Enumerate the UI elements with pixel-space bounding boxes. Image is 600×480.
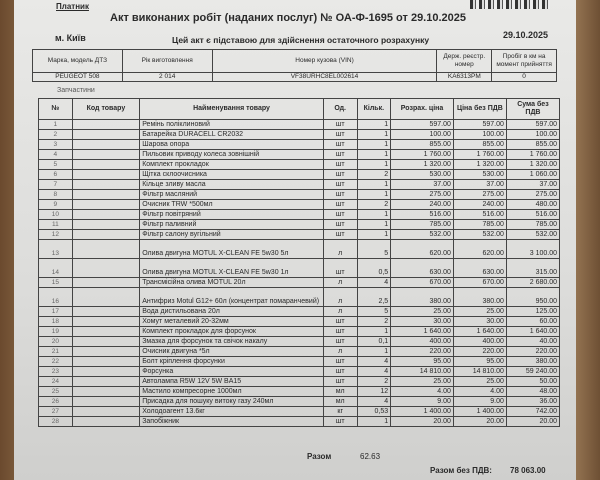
item-unit: шт bbox=[323, 170, 357, 180]
table-row bbox=[39, 190, 560, 200]
item-price: 516.00 bbox=[391, 210, 454, 220]
item-name: Присадка для пошуку витоку газу 240мл bbox=[140, 397, 324, 407]
item-sum: 532.00 bbox=[506, 230, 559, 240]
item-sum: 125.00 bbox=[506, 307, 559, 317]
item-name: Фільтр паливний bbox=[140, 220, 324, 230]
table-row bbox=[39, 240, 560, 259]
item-price-novat: 620.00 bbox=[453, 240, 506, 259]
item-unit: шт bbox=[323, 160, 357, 170]
item-price: 400.00 bbox=[391, 337, 454, 347]
total-novat-value: 78 063.00 bbox=[510, 466, 546, 475]
qr-code-icon bbox=[470, 0, 550, 9]
item-price: 20.00 bbox=[391, 417, 454, 427]
item-qty: 1 bbox=[357, 230, 391, 240]
item-unit: шт bbox=[323, 200, 357, 210]
item-unit: кг bbox=[323, 407, 357, 417]
item-code bbox=[72, 170, 140, 180]
row-number: 20 bbox=[39, 337, 73, 347]
item-price-novat: 1 400.00 bbox=[453, 407, 506, 417]
item-name: Олива двигуна MOTUL X-CLEAN FE 5w30 5л bbox=[140, 240, 324, 259]
item-price-novat: 380.00 bbox=[453, 288, 506, 307]
item-name: Антифриз Motul G12+ 60л (концентрат помаранчевий) bbox=[140, 288, 324, 307]
item-price: 220.00 bbox=[391, 347, 454, 357]
item-name: Фільтр салону вугільний bbox=[140, 230, 324, 240]
item-sum: 36.00 bbox=[506, 397, 559, 407]
row-number: 3 bbox=[39, 140, 73, 150]
item-code bbox=[72, 150, 140, 160]
item-qty: 12 bbox=[357, 387, 391, 397]
table-row bbox=[39, 170, 560, 180]
col-header-name: Найменування товару bbox=[140, 99, 324, 120]
item-qty: 1 bbox=[357, 130, 391, 140]
item-sum: 3 100.00 bbox=[506, 240, 559, 259]
item-unit: шт bbox=[323, 150, 357, 160]
item-qty: 2,5 bbox=[357, 288, 391, 307]
item-qty: 1 bbox=[357, 180, 391, 190]
item-sum: 48.00 bbox=[506, 387, 559, 397]
document-date: 29.10.2025 bbox=[503, 30, 549, 40]
item-sum: 480.00 bbox=[506, 200, 559, 210]
table-row bbox=[39, 357, 560, 367]
table-row bbox=[39, 407, 560, 417]
item-name: Трансмісійна олива MOTUL 20л bbox=[140, 278, 324, 288]
item-code bbox=[72, 210, 140, 220]
item-qty: 5 bbox=[357, 307, 391, 317]
item-price-novat: 855.00 bbox=[453, 140, 506, 150]
item-unit: л bbox=[323, 288, 357, 307]
item-code bbox=[72, 417, 140, 427]
vehicle-header: Пробіг в км на момент прийняття bbox=[492, 50, 557, 73]
item-unit: шт bbox=[323, 317, 357, 327]
table-row bbox=[39, 140, 560, 150]
vehicle-header: Марка, модель ДТЗ bbox=[33, 50, 123, 73]
item-unit: шт bbox=[323, 120, 357, 130]
item-price: 4.00 bbox=[391, 387, 454, 397]
item-price-novat: 670.00 bbox=[453, 278, 506, 288]
item-name: Болт кріплення форсунки bbox=[140, 357, 324, 367]
item-unit: шт bbox=[323, 327, 357, 337]
item-name: Фільтр масляний bbox=[140, 190, 324, 200]
item-code bbox=[72, 190, 140, 200]
vehicle-header: Держ. реєстр. номер bbox=[437, 50, 492, 73]
item-sum: 1 640.00 bbox=[506, 327, 559, 337]
item-qty: 2 bbox=[357, 317, 391, 327]
item-price: 25.00 bbox=[391, 377, 454, 387]
item-qty: 0,5 bbox=[357, 259, 391, 278]
item-code bbox=[72, 120, 140, 130]
table-row bbox=[39, 230, 560, 240]
item-code bbox=[72, 230, 140, 240]
table-row bbox=[39, 120, 560, 130]
row-number: 4 bbox=[39, 150, 73, 160]
table-row bbox=[39, 367, 560, 377]
item-price: 620.00 bbox=[391, 240, 454, 259]
row-number: 15 bbox=[39, 278, 73, 288]
item-unit: шт bbox=[323, 357, 357, 367]
item-price: 1 760.00 bbox=[391, 150, 454, 160]
table-row bbox=[39, 417, 560, 427]
table-row bbox=[39, 259, 560, 278]
row-number: 25 bbox=[39, 387, 73, 397]
item-price-novat: 220.00 bbox=[453, 347, 506, 357]
item-price-novat: 530.00 bbox=[453, 170, 506, 180]
item-price: 14 810.00 bbox=[391, 367, 454, 377]
item-code bbox=[72, 337, 140, 347]
item-sum: 100.00 bbox=[506, 130, 559, 140]
item-code bbox=[72, 240, 140, 259]
item-qty: 1 bbox=[357, 150, 391, 160]
item-code bbox=[72, 367, 140, 377]
row-number: 2 bbox=[39, 130, 73, 140]
item-qty: 1 bbox=[357, 210, 391, 220]
item-unit: л bbox=[323, 240, 357, 259]
item-sum: 20.00 bbox=[506, 417, 559, 427]
row-number: 5 bbox=[39, 160, 73, 170]
item-sum: 855.00 bbox=[506, 140, 559, 150]
item-sum: 59 240.00 bbox=[506, 367, 559, 377]
item-price: 380.00 bbox=[391, 288, 454, 307]
row-number: 23 bbox=[39, 367, 73, 377]
row-number: 7 bbox=[39, 180, 73, 190]
item-name: Очисник двигуна *5л bbox=[140, 347, 324, 357]
vehicle-table bbox=[32, 49, 557, 82]
item-price: 95.00 bbox=[391, 357, 454, 367]
items-header-row bbox=[39, 99, 560, 120]
item-unit: шт bbox=[323, 417, 357, 427]
item-price-novat: 25.00 bbox=[453, 377, 506, 387]
col-header-no: № bbox=[39, 99, 73, 120]
item-sum: 315.00 bbox=[506, 259, 559, 278]
item-unit: мл bbox=[323, 387, 357, 397]
table-row bbox=[39, 337, 560, 347]
item-name: Батарейка DURACELL CR2032 bbox=[140, 130, 324, 140]
table-row bbox=[39, 200, 560, 210]
table-row bbox=[39, 130, 560, 140]
item-name: Форсунка bbox=[140, 367, 324, 377]
item-code bbox=[72, 180, 140, 190]
item-price: 25.00 bbox=[391, 307, 454, 317]
item-qty: 4 bbox=[357, 397, 391, 407]
row-number: 11 bbox=[39, 220, 73, 230]
item-sum: 2 680.00 bbox=[506, 278, 559, 288]
item-sum: 40.00 bbox=[506, 337, 559, 347]
document-title: Акт виконаних робіт (наданих послуг) № ОА-Ф-1695 от 29.10.2025 bbox=[110, 12, 467, 24]
table-row bbox=[39, 377, 560, 387]
vehicle-value-row bbox=[33, 73, 557, 82]
item-name: Очисник TRW *500мл bbox=[140, 200, 324, 210]
item-code bbox=[72, 387, 140, 397]
item-price-novat: 630.00 bbox=[453, 259, 506, 278]
item-qty: 1 bbox=[357, 220, 391, 230]
item-code bbox=[72, 278, 140, 288]
row-number: 6 bbox=[39, 170, 73, 180]
item-price-novat: 400.00 bbox=[453, 337, 506, 347]
item-code bbox=[72, 377, 140, 387]
item-qty: 1 bbox=[357, 327, 391, 337]
item-sum: 37.00 bbox=[506, 180, 559, 190]
row-number: 18 bbox=[39, 317, 73, 327]
item-qty: 2 bbox=[357, 200, 391, 210]
item-price-novat: 37.00 bbox=[453, 180, 506, 190]
item-name: Автолампа R5W 12V 5W BA15 bbox=[140, 377, 324, 387]
item-code bbox=[72, 327, 140, 337]
item-price: 1 640.00 bbox=[391, 327, 454, 337]
item-sum: 380.00 bbox=[506, 357, 559, 367]
table-row bbox=[39, 327, 560, 337]
table-row bbox=[39, 210, 560, 220]
item-qty: 0,53 bbox=[357, 407, 391, 417]
row-number: 22 bbox=[39, 357, 73, 367]
item-sum: 220.00 bbox=[506, 347, 559, 357]
item-sum: 275.00 bbox=[506, 190, 559, 200]
item-name: Щітка склоочисника bbox=[140, 170, 324, 180]
item-price: 597.00 bbox=[391, 120, 454, 130]
item-name: Кільце зливу масла bbox=[140, 180, 324, 190]
item-qty: 5 bbox=[357, 240, 391, 259]
item-price: 630.00 bbox=[391, 259, 454, 278]
item-qty: 4 bbox=[357, 367, 391, 377]
vehicle-header-row bbox=[33, 50, 557, 73]
item-unit: л bbox=[323, 347, 357, 357]
vehicle-year: 2 014 bbox=[122, 73, 212, 82]
item-price-novat: 1 640.00 bbox=[453, 327, 506, 337]
item-price-novat: 240.00 bbox=[453, 200, 506, 210]
item-qty: 0,1 bbox=[357, 337, 391, 347]
item-name: Холодоагент 13.6кг bbox=[140, 407, 324, 417]
item-unit: шт bbox=[323, 230, 357, 240]
vehicle-header: Номер кузова (VIN) bbox=[212, 50, 437, 73]
item-sum: 516.00 bbox=[506, 210, 559, 220]
table-row bbox=[39, 220, 560, 230]
item-code bbox=[72, 130, 140, 140]
item-qty: 2 bbox=[357, 377, 391, 387]
table-row bbox=[39, 180, 560, 190]
item-price: 670.00 bbox=[391, 278, 454, 288]
item-qty: 1 bbox=[357, 347, 391, 357]
table-row bbox=[39, 397, 560, 407]
item-code bbox=[72, 357, 140, 367]
item-qty: 1 bbox=[357, 417, 391, 427]
item-price-novat: 95.00 bbox=[453, 357, 506, 367]
vehicle-header: Рік виготовлення bbox=[122, 50, 212, 73]
item-name: Фільтр повітряний bbox=[140, 210, 324, 220]
col-header-code: Код товару bbox=[72, 99, 140, 120]
item-unit: л bbox=[323, 278, 357, 288]
row-number: 1 bbox=[39, 120, 73, 130]
item-price-novat: 4.00 bbox=[453, 387, 506, 397]
row-number: 10 bbox=[39, 210, 73, 220]
row-number: 28 bbox=[39, 417, 73, 427]
item-sum: 1 760.00 bbox=[506, 150, 559, 160]
item-price: 9.00 bbox=[391, 397, 454, 407]
item-name: Комплект прокладок для форсунок bbox=[140, 327, 324, 337]
total-novat-label: Разом без ПДВ: bbox=[430, 466, 492, 475]
table-row bbox=[39, 150, 560, 160]
item-name: Мастило компресорне 1000мл bbox=[140, 387, 324, 397]
item-price: 240.00 bbox=[391, 200, 454, 210]
item-code bbox=[72, 317, 140, 327]
table-row bbox=[39, 317, 560, 327]
item-unit: л bbox=[323, 307, 357, 317]
item-name: Хомут металевий 20-32мм bbox=[140, 317, 324, 327]
item-code bbox=[72, 347, 140, 357]
item-unit: шт bbox=[323, 190, 357, 200]
row-number: 24 bbox=[39, 377, 73, 387]
item-price-novat: 25.00 bbox=[453, 307, 506, 317]
item-unit: шт bbox=[323, 130, 357, 140]
row-number: 14 bbox=[39, 259, 73, 278]
item-price-novat: 785.00 bbox=[453, 220, 506, 230]
item-price: 275.00 bbox=[391, 190, 454, 200]
item-price-novat: 532.00 bbox=[453, 230, 506, 240]
total-qty: 62.63 bbox=[360, 452, 381, 461]
item-code bbox=[72, 140, 140, 150]
item-name: Комплект прокладок bbox=[140, 160, 324, 170]
row-number: 27 bbox=[39, 407, 73, 417]
table-row bbox=[39, 278, 560, 288]
item-unit: шт bbox=[323, 337, 357, 347]
item-price: 1 320.00 bbox=[391, 160, 454, 170]
item-name: Шарова опора bbox=[140, 140, 324, 150]
vehicle-plate: KA6313PM bbox=[437, 73, 492, 82]
item-sum: 950.00 bbox=[506, 288, 559, 307]
item-price-novat: 516.00 bbox=[453, 210, 506, 220]
row-number: 8 bbox=[39, 190, 73, 200]
item-qty: 2 bbox=[357, 170, 391, 180]
item-sum: 742.00 bbox=[506, 407, 559, 417]
col-header-qty: Кільк. bbox=[357, 99, 391, 120]
item-qty: 1 bbox=[357, 190, 391, 200]
item-code bbox=[72, 407, 140, 417]
item-price-novat: 9.00 bbox=[453, 397, 506, 407]
item-name: Ремінь поліклиновий bbox=[140, 120, 324, 130]
table-row bbox=[39, 387, 560, 397]
item-price: 530.00 bbox=[391, 170, 454, 180]
item-price-novat: 100.00 bbox=[453, 130, 506, 140]
item-code bbox=[72, 259, 140, 278]
item-unit: шт bbox=[323, 259, 357, 278]
item-sum: 785.00 bbox=[506, 220, 559, 230]
item-name: Вода дистильована 20л bbox=[140, 307, 324, 317]
city: м. Київ bbox=[55, 33, 86, 43]
item-code bbox=[72, 200, 140, 210]
item-price: 532.00 bbox=[391, 230, 454, 240]
item-sum: 60.00 bbox=[506, 317, 559, 327]
item-price-novat: 597.00 bbox=[453, 120, 506, 130]
item-price: 30.00 bbox=[391, 317, 454, 327]
row-number: 21 bbox=[39, 347, 73, 357]
item-sum: 50.00 bbox=[506, 377, 559, 387]
items-body bbox=[39, 120, 560, 427]
item-name: Змазка для форсунок та свічок накалу bbox=[140, 337, 324, 347]
item-code bbox=[72, 307, 140, 317]
item-unit: шт bbox=[323, 180, 357, 190]
item-name: Пильовик приводу колеса зовнішній bbox=[140, 150, 324, 160]
item-unit: шт bbox=[323, 377, 357, 387]
item-unit: шт bbox=[323, 220, 357, 230]
item-qty: 1 bbox=[357, 140, 391, 150]
vehicle-make: PEUGEOT 508 bbox=[33, 73, 123, 82]
item-price: 37.00 bbox=[391, 180, 454, 190]
table-row bbox=[39, 307, 560, 317]
col-header-price: Розрах. ціна bbox=[391, 99, 454, 120]
row-number: 16 bbox=[39, 288, 73, 307]
table-row bbox=[39, 347, 560, 357]
row-number: 26 bbox=[39, 397, 73, 407]
items-table bbox=[38, 98, 560, 427]
item-code bbox=[72, 220, 140, 230]
row-number: 9 bbox=[39, 200, 73, 210]
basis-note: Цей акт є підставою для здійснення остаточного розрахунку bbox=[172, 35, 430, 45]
row-number: 13 bbox=[39, 240, 73, 259]
item-qty: 1 bbox=[357, 120, 391, 130]
item-price-novat: 14 810.00 bbox=[453, 367, 506, 377]
payer-label: Платник bbox=[56, 2, 89, 11]
item-price: 1 400.00 bbox=[391, 407, 454, 417]
item-price-novat: 30.00 bbox=[453, 317, 506, 327]
item-qty: 4 bbox=[357, 357, 391, 367]
col-header-price-novat: Ціна без ПДВ bbox=[453, 99, 506, 120]
item-unit: шт bbox=[323, 210, 357, 220]
item-qty: 4 bbox=[357, 278, 391, 288]
item-sum: 1 320.00 bbox=[506, 160, 559, 170]
row-number: 12 bbox=[39, 230, 73, 240]
row-number: 17 bbox=[39, 307, 73, 317]
item-code bbox=[72, 160, 140, 170]
vehicle-mileage: 0 bbox=[492, 73, 557, 82]
item-qty: 1 bbox=[357, 160, 391, 170]
total-label: Разом bbox=[307, 452, 332, 461]
item-code bbox=[72, 397, 140, 407]
table-row bbox=[39, 288, 560, 307]
col-header-sum: Сума без ПДВ bbox=[506, 99, 559, 120]
item-price: 855.00 bbox=[391, 140, 454, 150]
item-price-novat: 275.00 bbox=[453, 190, 506, 200]
row-number: 19 bbox=[39, 327, 73, 337]
item-sum: 597.00 bbox=[506, 120, 559, 130]
item-name: Олива двигуна MOTUL X-CLEAN FE 5w30 1л bbox=[140, 259, 324, 278]
item-price: 100.00 bbox=[391, 130, 454, 140]
item-price-novat: 1 320.00 bbox=[453, 160, 506, 170]
item-price-novat: 20.00 bbox=[453, 417, 506, 427]
table-row bbox=[39, 160, 560, 170]
item-unit: шт bbox=[323, 140, 357, 150]
item-code bbox=[72, 288, 140, 307]
col-header-unit: Од. bbox=[323, 99, 357, 120]
section-label: Запчастини bbox=[57, 87, 95, 94]
item-sum: 1 060.00 bbox=[506, 170, 559, 180]
vehicle-vin: VF38URHC8EL002614 bbox=[212, 73, 437, 82]
item-price: 785.00 bbox=[391, 220, 454, 230]
item-name: Запобіжник bbox=[140, 417, 324, 427]
item-unit: шт bbox=[323, 367, 357, 377]
item-price-novat: 1 760.00 bbox=[453, 150, 506, 160]
item-unit: мл bbox=[323, 397, 357, 407]
